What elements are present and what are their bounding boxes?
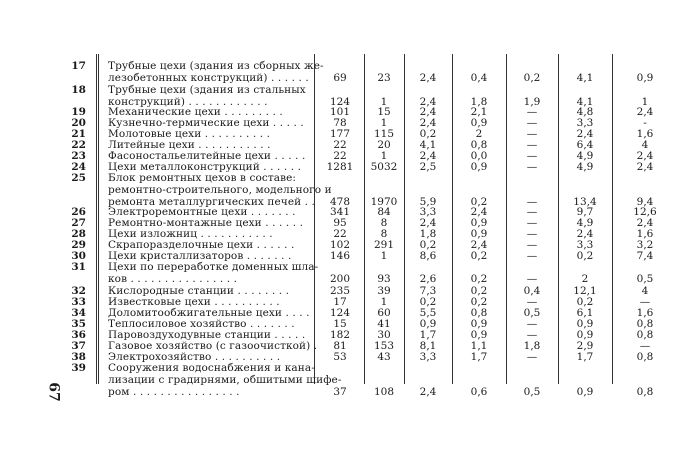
table-cell: 1,6: [636, 307, 654, 319]
table-cell: 0,9: [470, 161, 488, 173]
table-cell: 0,4: [470, 72, 488, 84]
table-cell: 2,4: [636, 217, 654, 229]
row-label: Цехи металлоконструкций . . . . . .: [108, 161, 302, 173]
table-cell: 0,9: [470, 318, 488, 330]
table-cell: 1,7: [419, 329, 437, 341]
row-label: Сооружения водоснабжения и кана-: [108, 362, 315, 374]
table-cell: 0,5: [523, 307, 541, 319]
table-cell: 2,4: [576, 128, 594, 140]
row-number: 25: [71, 172, 86, 184]
row-label: лезобетонных конструкций) . . . . . .: [108, 72, 309, 84]
table-cell: 0,8: [636, 318, 654, 330]
table-cell: 2,4: [419, 96, 437, 108]
table-cell: 6,4: [576, 139, 594, 151]
table-cell: 39: [377, 285, 391, 297]
table-cell: 2,4: [636, 161, 654, 173]
table-cell: 2,4: [419, 117, 437, 129]
row-label: Цехи по переработке доменных шла-: [108, 261, 319, 273]
table-cell: 22: [333, 228, 347, 240]
table-cell: 2,4: [636, 150, 654, 162]
table-cell: 1: [380, 296, 388, 308]
row-number: 35: [71, 318, 86, 330]
table-cell: —: [526, 329, 538, 341]
table-cell: 53: [333, 351, 347, 363]
table-cell: -: [643, 117, 647, 129]
row-number: 19: [71, 106, 86, 118]
table-cell: 13,4: [573, 196, 597, 208]
table-cell: 0,9: [470, 217, 488, 229]
table-cell: 23: [377, 72, 391, 84]
column-divider: [96, 54, 99, 384]
row-label: ремонта металлургических печей . .: [108, 196, 315, 208]
row-label: Паровоздуходувные станции . . . . .: [108, 329, 306, 341]
row-label: Скрапоразделочные цехи . . . . . .: [108, 239, 295, 251]
table-cell: 1,8: [523, 340, 541, 352]
table-cell: 2,4: [419, 72, 437, 84]
table-cell: —: [526, 128, 538, 140]
row-label: Цехи кристаллизаторов . . . . . . .: [108, 250, 292, 262]
table-cell: 1: [641, 96, 649, 108]
table-cell: 8: [380, 217, 388, 229]
table-cell: 1,6: [636, 228, 654, 240]
table-cell: 2,4: [636, 106, 654, 118]
table-cell: 12,1: [573, 285, 597, 297]
table-cell: 3,3: [576, 117, 594, 129]
table-cell: 3,3: [419, 206, 437, 218]
table-cell: 124: [329, 96, 351, 108]
table-cell: 2,4: [576, 228, 594, 240]
table-cell: —: [526, 206, 538, 218]
table-cell: —: [526, 351, 538, 363]
row-label: Цехи изложниц . . . . . . . . . . .: [108, 228, 273, 240]
table-cell: 3,3: [576, 239, 594, 251]
row-number: 23: [71, 150, 86, 162]
table-cell: 1,9: [523, 96, 541, 108]
row-number: 27: [71, 217, 86, 229]
table-cell: 22: [333, 150, 347, 162]
table-cell: 60: [377, 307, 391, 319]
table-cell: —: [526, 273, 538, 285]
row-label: Теплосиловое хозяйство . . . . . . .: [108, 318, 295, 330]
page-number: 67: [45, 382, 62, 402]
table-cell: 2: [581, 273, 589, 285]
table-cell: 115: [373, 128, 395, 140]
table-cell: 182: [329, 329, 351, 341]
column-divider: [506, 54, 507, 384]
table-cell: 84: [377, 206, 391, 218]
table-cell: 200: [329, 273, 351, 285]
table-cell: 1: [380, 96, 388, 108]
table-cell: 0,9: [470, 228, 488, 240]
table-cell: 102: [329, 239, 351, 251]
table-cell: 0,8: [470, 307, 488, 319]
table-cell: 22: [333, 139, 347, 151]
table-cell: 124: [329, 307, 351, 319]
table-cell: 146: [329, 250, 351, 262]
row-number: 24: [71, 161, 86, 173]
table-cell: 0,9: [576, 386, 594, 398]
table-cell: 20: [377, 139, 391, 151]
row-label: Ремонтно-монтажные цехи . . . . . .: [108, 217, 304, 229]
table-cell: 2,4: [419, 217, 437, 229]
table-cell: 2,4: [419, 106, 437, 118]
table-cell: 5032: [370, 161, 398, 173]
table-cell: 2: [475, 128, 483, 140]
table-cell: 78: [333, 117, 347, 129]
row-label: Блок ремонтных цехов в составе:: [108, 172, 297, 184]
table-cell: 4: [641, 285, 649, 297]
row-number: 38: [71, 351, 86, 363]
row-label: Трубные цехи (здания из стальных: [108, 84, 306, 96]
table-cell: 1,7: [576, 351, 594, 363]
table-cell: 1,8: [470, 96, 488, 108]
table-cell: 0,0: [470, 150, 488, 162]
row-number: 33: [71, 296, 86, 308]
table-cell: 0,2: [470, 250, 488, 262]
table-cell: —: [526, 250, 538, 262]
column-divider: [558, 54, 559, 384]
table-cell: 153: [373, 340, 395, 352]
table-cell: 8,6: [419, 250, 437, 262]
table-cell: 2,4: [470, 206, 488, 218]
row-number: 20: [71, 117, 86, 129]
table-cell: 7,4: [636, 250, 654, 262]
table-cell: 0,5: [636, 273, 654, 285]
column-divider: [314, 54, 315, 384]
table-cell: 1,1: [470, 340, 488, 352]
table-cell: —: [526, 196, 538, 208]
table-cell: 0,6: [470, 386, 488, 398]
row-label: Известковые цехи . . . . . . . . . .: [108, 296, 280, 308]
table-cell: 0,2: [419, 239, 437, 251]
table-cell: 2,6: [419, 273, 437, 285]
table-cell: 0,2: [470, 285, 488, 297]
table-cell: 4,9: [576, 161, 594, 173]
table-cell: 5,9: [419, 196, 437, 208]
column-divider: [452, 54, 453, 384]
table-cell: 1,8: [419, 228, 437, 240]
table-cell: 1,6: [636, 128, 654, 140]
table-cell: 0,2: [470, 196, 488, 208]
row-number: 21: [71, 128, 86, 140]
table-cell: 2,4: [419, 150, 437, 162]
table-cell: 0,9: [636, 72, 654, 84]
table-cell: 108: [373, 386, 395, 398]
row-label: Фасоностальелитейные цехи . . . . .: [108, 150, 306, 162]
row-label: Газовое хозяйство (с газоочисткой) .: [108, 340, 318, 352]
table-cell: 15: [377, 106, 391, 118]
table-cell: 1: [380, 250, 388, 262]
table-cell: 9,7: [576, 206, 594, 218]
table-cell: 3,3: [419, 351, 437, 363]
table-cell: 1: [380, 150, 388, 162]
table-cell: 2,1: [470, 106, 488, 118]
row-label: ром . . . . . . . . . . . . . . . .: [108, 386, 240, 398]
table-cell: —: [639, 296, 651, 308]
row-number: 18: [71, 84, 86, 96]
table-cell: 69: [333, 72, 347, 84]
table-cell: 101: [329, 106, 351, 118]
table-cell: —: [526, 106, 538, 118]
table-cell: 5,5: [419, 307, 437, 319]
table-cell: 0,2: [523, 72, 541, 84]
table-cell: 30: [377, 329, 391, 341]
table-cell: 0,2: [470, 273, 488, 285]
table-cell: 1281: [326, 161, 354, 173]
table-cell: 0,8: [636, 386, 654, 398]
table-cell: 2,4: [419, 386, 437, 398]
table-cell: 81: [333, 340, 347, 352]
table-cell: 17: [333, 296, 347, 308]
row-number: 37: [71, 340, 86, 352]
table-cell: 0,2: [419, 128, 437, 140]
row-number: 22: [71, 139, 86, 151]
table-cell: 0,4: [523, 285, 541, 297]
row-number: 34: [71, 307, 86, 319]
row-label: Доломитообжигательные цехи . . . .: [108, 307, 310, 319]
table-cell: 1,7: [470, 351, 488, 363]
table-cell: 478: [329, 196, 351, 208]
column-divider: [612, 54, 613, 384]
table-cell: 0,8: [636, 329, 654, 341]
row-label: конструкций) . . . . . . . . . . . .: [108, 96, 268, 108]
table-cell: —: [526, 150, 538, 162]
row-number: 32: [71, 285, 86, 297]
row-label: Механические цехи . . . . . . . . .: [108, 106, 283, 118]
table-cell: 0,2: [576, 296, 594, 308]
table-cell: 0,8: [636, 351, 654, 363]
table-cell: —: [526, 228, 538, 240]
table-cell: 95: [333, 217, 347, 229]
table-cell: 6,1: [576, 307, 594, 319]
row-number: 30: [71, 250, 86, 262]
table-cell: —: [526, 117, 538, 129]
table-cell: —: [526, 161, 538, 173]
table-cell: 0,9: [470, 329, 488, 341]
table-cell: —: [639, 340, 651, 352]
row-label: Литейные цехи . . . . . . . . . . .: [108, 139, 271, 151]
table-cell: 7,3: [419, 285, 437, 297]
table-cell: 0,2: [419, 296, 437, 308]
table-cell: —: [526, 296, 538, 308]
row-number: 26: [71, 206, 86, 218]
table-cell: 4,1: [419, 139, 437, 151]
table-cell: 291: [373, 239, 395, 251]
table-cell: 41: [377, 318, 391, 330]
table-cell: —: [526, 217, 538, 229]
table-cell: 37: [333, 386, 347, 398]
row-label: Трубные цехи (здания из сборных же-: [108, 60, 324, 72]
table-cell: 15: [333, 318, 347, 330]
table-cell: 12,6: [633, 206, 657, 218]
row-label: Молотовые цехи . . . . . . . . . .: [108, 128, 271, 140]
table-cell: 4,1: [576, 96, 594, 108]
row-label: Кислородные станции . . . . . . . .: [108, 285, 290, 297]
row-number: 39: [71, 362, 86, 374]
row-number: 36: [71, 329, 86, 341]
table-cell: 3,2: [636, 239, 654, 251]
table-cell: 0,9: [576, 329, 594, 341]
table-cell: 1: [380, 117, 388, 129]
row-number: 29: [71, 239, 86, 251]
table-cell: —: [526, 139, 538, 151]
table-cell: 8: [380, 228, 388, 240]
table-cell: —: [526, 318, 538, 330]
row-number: 31: [71, 261, 86, 273]
table-cell: 341: [329, 206, 351, 218]
table-cell: 93: [377, 273, 391, 285]
row-label: ков . . . . . . . . . . . . . . . .: [108, 273, 238, 285]
table-cell: 4,1: [576, 72, 594, 84]
table-cell: 9,4: [636, 196, 654, 208]
table-cell: 0,9: [576, 318, 594, 330]
row-label: Электроремонтные цехи . . . . . . .: [108, 206, 296, 218]
table-cell: 4: [641, 139, 649, 151]
table-cell: 4,9: [576, 150, 594, 162]
table-cell: 0,9: [470, 117, 488, 129]
table-cell: 2,9: [576, 340, 594, 352]
table-cell: 0,2: [470, 296, 488, 308]
table-cell: 0,5: [523, 386, 541, 398]
table-cell: 0,8: [470, 139, 488, 151]
table-cell: —: [526, 239, 538, 251]
table-cell: 177: [329, 128, 351, 140]
row-label: ремонтно-строительного, модельного и: [108, 184, 332, 196]
table-cell: 43: [377, 351, 391, 363]
row-number: 28: [71, 228, 86, 240]
table-cell: 2,4: [470, 239, 488, 251]
row-label: лизации с градирнями, обшитыми шифе-: [108, 374, 342, 386]
table-cell: 0,9: [419, 318, 437, 330]
table-cell: 4,8: [576, 106, 594, 118]
table-cell: 0,2: [576, 250, 594, 262]
row-label: Кузнечно-термические цехи . . . . .: [108, 117, 304, 129]
table-cell: 235: [329, 285, 351, 297]
table-cell: 8,1: [419, 340, 437, 352]
table-cell: 4,9: [576, 217, 594, 229]
table-cell: 1970: [370, 196, 398, 208]
table-cell: 2,5: [419, 161, 437, 173]
row-number: 17: [71, 60, 86, 72]
row-label: Электрохозяйство . . . . . . . . . .: [108, 351, 281, 363]
